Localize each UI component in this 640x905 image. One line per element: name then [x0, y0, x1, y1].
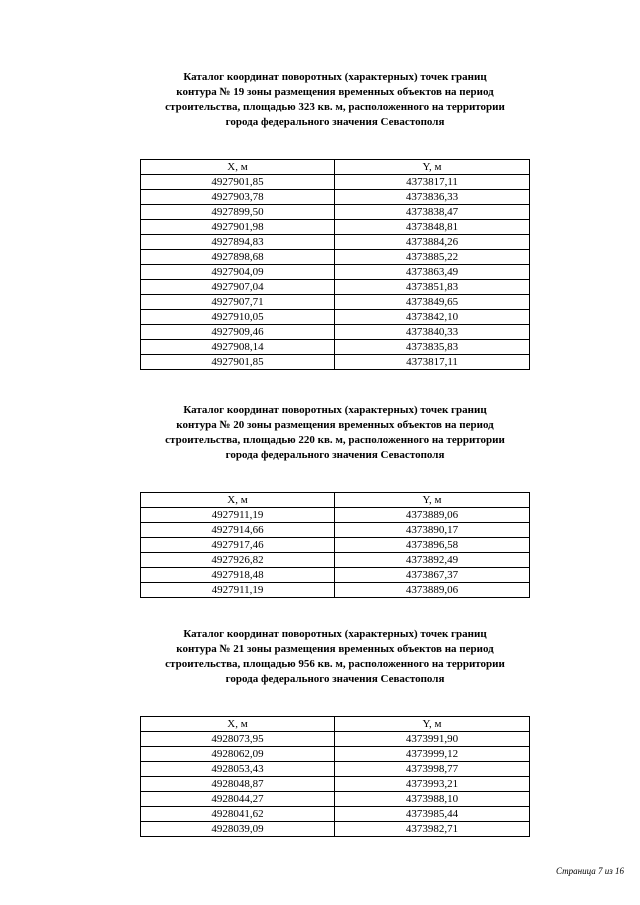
- column-header-y: Y, м: [335, 493, 530, 508]
- cell-x: 4928041,62: [141, 807, 335, 822]
- cell-y: 4373889,06: [335, 583, 530, 598]
- cell-x: 4927898,68: [141, 250, 335, 265]
- coordinates-table: [140, 159, 530, 370]
- table-row: [141, 205, 530, 220]
- table-row: [141, 762, 530, 777]
- table-row: [141, 747, 530, 762]
- cell-x: 4927917,46: [141, 538, 335, 553]
- table-row: [141, 355, 530, 370]
- table-header-row: [141, 717, 530, 732]
- cell-y: 4373838,47: [335, 205, 530, 220]
- cell-y: 4373817,11: [335, 355, 530, 370]
- table-row: [141, 583, 530, 598]
- table-row: [141, 175, 530, 190]
- table-row: [141, 508, 530, 523]
- heading-line: контура № 21 зоны размещения временных объектов на период: [176, 643, 494, 655]
- heading-line: Каталог координат поворотных (характерных) точек границ: [183, 628, 487, 640]
- cell-y: 4373889,06: [335, 508, 530, 523]
- table-row: [141, 822, 530, 837]
- cell-y: 4373998,77: [335, 762, 530, 777]
- cell-x: 4927903,78: [141, 190, 335, 205]
- cell-y: 4373851,83: [335, 280, 530, 295]
- cell-y: 4373817,11: [335, 175, 530, 190]
- cell-y: 4373836,33: [335, 190, 530, 205]
- cell-y: 4373840,33: [335, 325, 530, 340]
- table-row: [141, 310, 530, 325]
- cell-x: 4928039,09: [141, 822, 335, 837]
- cell-y: 4373892,49: [335, 553, 530, 568]
- table-row: [141, 792, 530, 807]
- table-row: [141, 220, 530, 235]
- table-row: [141, 523, 530, 538]
- cell-x: 4927914,66: [141, 523, 335, 538]
- cell-y: 4373982,71: [335, 822, 530, 837]
- table-row: [141, 280, 530, 295]
- table-row: [141, 807, 530, 822]
- cell-y: 4373999,12: [335, 747, 530, 762]
- cell-y: 4373988,10: [335, 792, 530, 807]
- table-row: [141, 777, 530, 792]
- column-header-x: X, м: [141, 493, 335, 508]
- table-row: [141, 732, 530, 747]
- cell-y: 4373835,83: [335, 340, 530, 355]
- cell-y: 4373991,90: [335, 732, 530, 747]
- cell-x: 4927894,83: [141, 235, 335, 250]
- coordinates-table: [140, 492, 530, 598]
- cell-x: 4928073,95: [141, 732, 335, 747]
- table-row: [141, 235, 530, 250]
- cell-x: 4928062,09: [141, 747, 335, 762]
- table-row: [141, 568, 530, 583]
- cell-x: 4927904,09: [141, 265, 335, 280]
- cell-x: 4927901,85: [141, 175, 335, 190]
- cell-y: 4373849,65: [335, 295, 530, 310]
- table-row: [141, 340, 530, 355]
- heading-line: города федерального значения Севастополя: [225, 116, 445, 128]
- cell-y: 4373993,21: [335, 777, 530, 792]
- page-number: Страница 7 из 16: [556, 866, 624, 876]
- heading-line: Каталог координат поворотных (характерных) точек границ: [183, 71, 487, 83]
- column-header-x: X, м: [141, 160, 335, 175]
- cell-x: 4927910,05: [141, 310, 335, 325]
- table-header-row: [141, 493, 530, 508]
- cell-y: 4373863,49: [335, 265, 530, 280]
- cell-x: 4927909,46: [141, 325, 335, 340]
- heading-line: контура № 19 зоны размещения временных объектов на период: [176, 86, 494, 98]
- table-row: [141, 538, 530, 553]
- cell-y: 4373848,81: [335, 220, 530, 235]
- cell-x: 4928048,87: [141, 777, 335, 792]
- table-row: [141, 265, 530, 280]
- cell-x: 4927911,19: [141, 583, 335, 598]
- heading-line: Каталог координат поворотных (характерных) точек границ: [183, 404, 487, 416]
- heading-line: строительства, площадью 956 кв. м, расположенного на территории: [165, 658, 505, 670]
- cell-x: 4927918,48: [141, 568, 335, 583]
- table-row: [141, 325, 530, 340]
- cell-x: 4927907,04: [141, 280, 335, 295]
- heading-line: города федерального значения Севастополя: [225, 673, 445, 685]
- table-row: [141, 295, 530, 310]
- heading-line: контура № 20 зоны размещения временных объектов на период: [176, 419, 494, 431]
- cell-x: 4928053,43: [141, 762, 335, 777]
- table-header-row: [141, 160, 530, 175]
- heading-line: города федерального значения Севастополя: [225, 449, 445, 461]
- column-header-y: Y, м: [335, 717, 530, 732]
- table-row: [141, 250, 530, 265]
- catalog-heading: [110, 70, 560, 130]
- table-row: [141, 190, 530, 205]
- catalog-heading: [110, 627, 560, 687]
- cell-y: 4373985,44: [335, 807, 530, 822]
- cell-y: 4373884,26: [335, 235, 530, 250]
- cell-x: 4927911,19: [141, 508, 335, 523]
- cell-x: 4927908,14: [141, 340, 335, 355]
- cell-x: 4927907,71: [141, 295, 335, 310]
- cell-x: 4927899,50: [141, 205, 335, 220]
- column-header-x: X, м: [141, 717, 335, 732]
- cell-x: 4927926,82: [141, 553, 335, 568]
- cell-x: 4927901,85: [141, 355, 335, 370]
- cell-y: 4373867,37: [335, 568, 530, 583]
- column-header-y: Y, м: [335, 160, 530, 175]
- cell-y: 4373885,22: [335, 250, 530, 265]
- heading-line: строительства, площадью 323 кв. м, расположенного на территории: [165, 101, 505, 113]
- cell-x: 4928044,27: [141, 792, 335, 807]
- heading-line: строительства, площадью 220 кв. м, расположенного на территории: [165, 434, 505, 446]
- cell-y: 4373842,10: [335, 310, 530, 325]
- coordinates-table: [140, 716, 530, 837]
- cell-y: 4373896,58: [335, 538, 530, 553]
- table-row: [141, 553, 530, 568]
- catalog-heading: [110, 403, 560, 463]
- cell-x: 4927901,98: [141, 220, 335, 235]
- cell-y: 4373890,17: [335, 523, 530, 538]
